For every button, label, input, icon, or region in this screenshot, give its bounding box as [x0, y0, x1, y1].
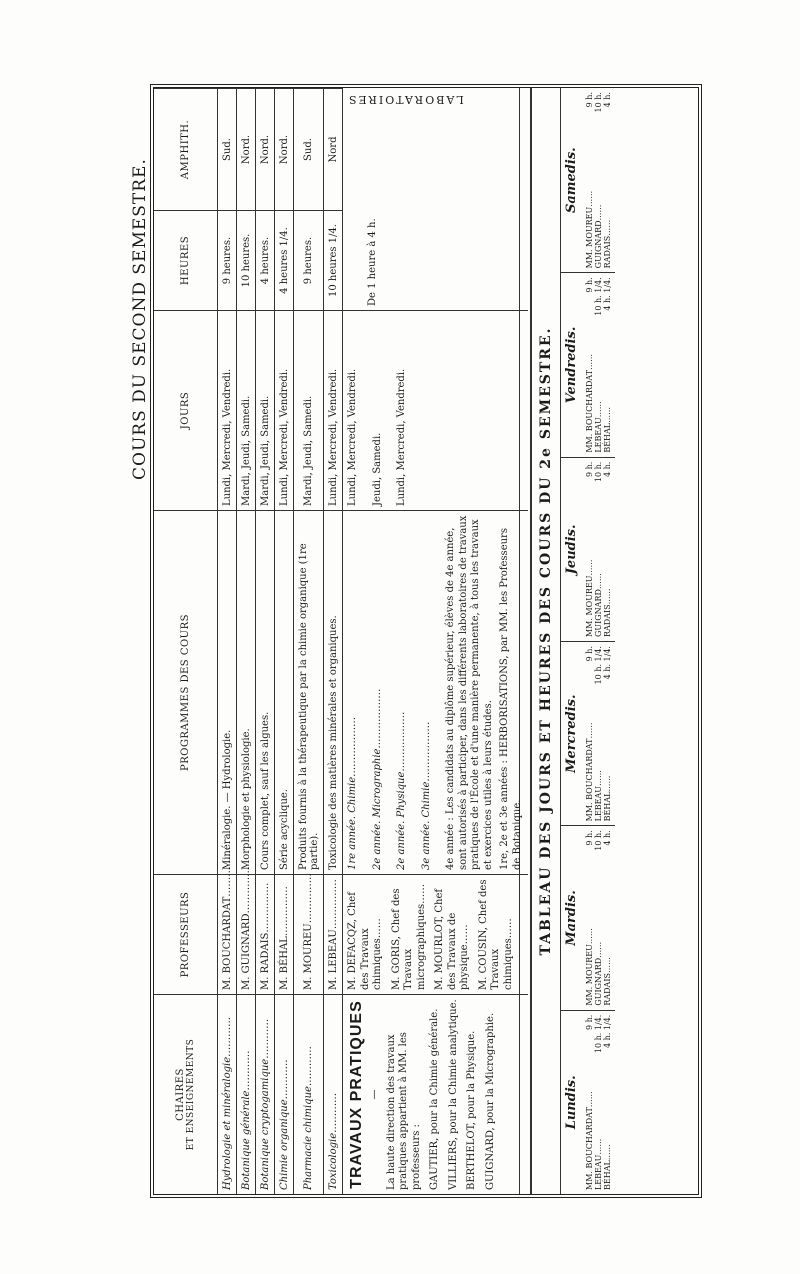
row-prof: M. RADAIS……………	[256, 874, 275, 994]
entry-who: MM. BOUCHARDAT……	[585, 353, 594, 453]
header-chaires	[154, 994, 218, 1194]
row-programme: Cours complet, sauf les algues.	[256, 510, 275, 874]
row-jours: Lundi, Mercredi, Vendredi.	[275, 310, 294, 510]
header-professeurs: PROFESSEURS	[154, 874, 218, 994]
laboratoires-label: LABORATOIRES	[347, 92, 464, 106]
schedule-entry	[585, 646, 594, 821]
rotated-content	[154, 88, 698, 1194]
tp-jours-line: Lundi, Mercredi, Vendredi.	[347, 368, 358, 506]
row-programme: Morphologie et physiologie.	[237, 510, 256, 874]
entry-hour: 10 h. 1/4.	[594, 646, 603, 685]
row-heures: 9 heures.	[294, 210, 324, 310]
entry-hour: 10 h. 1/4.	[594, 277, 603, 316]
header-chaires-label: CHAIRES	[175, 1068, 186, 1121]
row-chaire: Pharmacie chimique…………	[294, 994, 324, 1194]
entry-hour: 4 h. 1/4.	[603, 1014, 612, 1048]
day-name: Vendredis.	[564, 326, 579, 404]
entry-who: MM. BOUCHARDAT……	[585, 722, 594, 822]
entry-who: RADAIS……	[603, 219, 612, 269]
course-table	[154, 88, 343, 1194]
row-jours: Mardi, Jeudi, Samedi.	[237, 310, 256, 510]
header-enseignements-label: ET ENSEIGNEMENTS	[186, 1038, 196, 1151]
schedule-entry	[585, 830, 594, 1005]
schedule-entry	[603, 277, 612, 452]
entry-who: MM. BOUCHARDAT……	[585, 1091, 594, 1190]
day-column	[561, 825, 615, 1009]
travaux-jours-col	[343, 310, 528, 510]
row-chaire: Toxicologie…………	[324, 994, 343, 1194]
entry-hour: 9 h.	[585, 92, 594, 108]
day-name: Samedis.	[564, 147, 579, 214]
row-programme: Minéralogie. — Hydrologie.	[218, 510, 237, 874]
travaux-heures-col	[343, 88, 528, 310]
entry-hour: 9 h.	[585, 1014, 594, 1030]
entry-hour: 4 h.	[603, 461, 612, 477]
row-chaire: Botanique générale…………	[237, 994, 256, 1194]
travaux-chefs-col	[343, 874, 528, 994]
entry-who: GUIGNARD……	[594, 204, 603, 269]
director-line: GUIGNARD, pour la Micrographie.	[484, 1012, 496, 1190]
travaux-annees-col	[343, 510, 528, 874]
row-jours: Mardi, Jeudi, Samedi.	[294, 310, 324, 510]
header-heures: HEURES	[154, 210, 218, 310]
entry-who: LEBEAU……	[594, 769, 603, 822]
entry-who: RADAIS……	[603, 588, 612, 638]
header-programmes: PROGRAMMES DES COURS	[154, 510, 218, 874]
day-name: Jeudis.	[564, 524, 579, 575]
chef-line: M. COUSIN, Chef des Travaux chimiques……	[477, 879, 514, 990]
director-line: VILLIERS, pour la Chimie analytique.	[447, 999, 459, 1190]
schedule-entry	[585, 1015, 594, 1190]
chef-line: M. DEFACQZ, Chef des Travaux chimiques……	[347, 892, 383, 990]
row-heures: 10 heures.	[237, 210, 256, 310]
page-title: COURS DU SECOND SEMESTRE.	[130, 158, 150, 480]
entry-hour: 4 h. 1/4.	[603, 277, 612, 311]
schedule-entry	[603, 646, 612, 821]
row-heures: 9 heures.	[218, 210, 237, 310]
row-prof: M. LEBEAU……………	[324, 874, 343, 994]
entry-hour: 4 h.	[603, 92, 612, 108]
schedule-entry	[594, 830, 603, 1005]
row-amphi: Nord.	[256, 88, 275, 210]
row-prof: M. BOUCHARDAT……………	[218, 874, 237, 994]
day-name: Mardis.	[564, 890, 579, 946]
day-column	[561, 88, 615, 272]
row-heures: 10 heures 1/4.	[324, 210, 343, 310]
schedule-entry	[603, 462, 612, 637]
note-4e-annee: 4e année : Les candidats au diplôme supérieur, élèves de 4e année, sont autorisés à participer, dans les différents laboratoires de travaux pratiques de l'École et d'une manière permanente, à tous les travaux et exercices utiles à leurs études.	[445, 515, 494, 870]
schedule-entry	[594, 92, 603, 268]
day-name: Mercredis.	[564, 694, 579, 773]
row-heures: 4 heures 1/4.	[275, 210, 294, 310]
row-chaire: Chimie organique…………	[275, 994, 294, 1194]
schedule-entry	[585, 462, 594, 637]
tp-jours-line: Lundi, Mercredi, Vendredi.	[396, 368, 407, 506]
entry-hour: 10 h. 1/4.	[594, 1014, 603, 1054]
schedule-entry	[585, 277, 594, 452]
entry-hour: 9 h.	[585, 830, 594, 846]
entry-who: LEBEAU……	[594, 401, 603, 453]
row-jours: Lundi, Mercredi, Vendredi.	[324, 310, 343, 510]
row-programme: Toxicologie des matières minérales et organiques.	[324, 510, 343, 874]
entry-who: MM. MOUREU……	[585, 559, 594, 638]
row-prof: M. MOUREU……………	[294, 874, 324, 994]
travaux-title: TRAVAUX PRATIQUES	[348, 1000, 365, 1189]
row-programme: Série acyclique.	[275, 510, 294, 874]
day-column	[561, 272, 615, 456]
tableau-title: TABLEAU DES JOURS ET HEURES DES COURS DU 2e SEMESTRE.	[530, 88, 554, 1194]
row-amphi: Nord	[324, 88, 343, 210]
travaux-pratiques-section	[343, 88, 523, 1194]
chef-line: M. GORIS, Chef des Travaux micrographiques……	[390, 883, 427, 990]
entry-who: GUIGNARD……	[594, 573, 603, 638]
annee-line: 2e année. Physique………………	[396, 711, 407, 870]
row-heures: 4 heures.	[256, 210, 275, 310]
schedule-entry	[603, 1015, 612, 1190]
schedule-entry	[603, 92, 612, 268]
row-programme: Produits fournis à la thérapeutique par la chimie organique (1re partie).	[294, 510, 324, 874]
note-herborisations: 1re, 2e et 3e années : HERBORISATIONS, par MM. les Professeurs de Botanique.	[499, 528, 523, 870]
entry-hour: 10 h.	[594, 830, 603, 851]
entry-hour: 10 h.	[594, 92, 603, 113]
row-jours: Mardi, Jeudi, Samedi.	[256, 310, 275, 510]
entry-hour: 9 h.	[585, 646, 594, 662]
row-chaire: Botanique cryptogamique…………	[256, 994, 275, 1194]
tp-jours-line: Jeudi, Samedi.	[371, 432, 383, 506]
chef-line: M. MOURLOT, Chef des Travaux de physique……	[434, 888, 470, 990]
day-column	[561, 1010, 615, 1194]
entry-who: BÉHAL……	[603, 775, 612, 822]
header-amphi: AMPHITH.	[154, 88, 218, 210]
entry-who: RADAIS……	[603, 957, 612, 1006]
entry-hour: 4 h. 1/4.	[603, 646, 612, 680]
row-amphi: Nord.	[237, 88, 256, 210]
travaux-direction-col: TRAVAUX PRATIQUES — La haute direction des travaux pratiques appartient à MM. les professeurs : GAUTIER, pour la Chimie générale. VILLIERS, pour la Chimie analytique. BERTHELOT, pour la Physique. GUIGNARD, pour la Micrographie.	[343, 994, 528, 1194]
row-chaire: Hydrologie et minéralogie…………	[218, 994, 237, 1194]
entry-who: BÉHAL……	[603, 1144, 612, 1190]
row-prof: M. GUIGNARD……………	[237, 874, 256, 994]
entry-hour: 9 h.	[585, 461, 594, 477]
row-amphi: Sud.	[218, 88, 237, 210]
row-jours: Lundi, Mercredi, Vendredi.	[218, 310, 237, 510]
row-amphi: Nord.	[275, 88, 294, 210]
entry-who: LEBEAU……	[594, 1138, 603, 1190]
entry-hour: 9 h.	[585, 277, 594, 293]
entry-who: MM. MOUREU……	[585, 190, 594, 269]
director-line: GAUTIER, pour la Chimie générale.	[429, 1008, 440, 1190]
row-amphi: Sud.	[294, 88, 324, 210]
annee-line: 3e année. Chimie………………	[420, 721, 432, 870]
schedule-entry	[594, 1015, 603, 1190]
entry-hour: 4 h.	[603, 830, 612, 846]
course-table-frame	[150, 84, 702, 1198]
entry-who: MM. MOUREU……	[585, 928, 594, 1006]
day-column	[561, 457, 615, 641]
annee-line: 2e année. Micrographie………………	[371, 688, 383, 870]
travaux-direction: La haute direction des travaux pratiques appartient à MM. les professeurs :	[385, 1032, 422, 1190]
entry-who: GUIGNARD……	[594, 941, 603, 1006]
row-prof: M. BÉHAL……………	[275, 874, 294, 994]
entry-hour: 10 h.	[594, 461, 603, 483]
day-column	[561, 641, 615, 825]
schedule-entry	[594, 277, 603, 452]
schedule-entry	[594, 462, 603, 637]
day-name: Lundis.	[564, 1075, 579, 1130]
annee-line: 1re année. Chimie………………	[347, 716, 358, 870]
tp-heures: De 1 heure à 4 h.	[367, 218, 378, 306]
entry-who: BÉHAL……	[603, 406, 612, 453]
week-schedule	[560, 88, 615, 1194]
schedule-entry	[603, 830, 612, 1005]
header-jours: JOURS	[154, 310, 218, 510]
schedule-entry	[594, 646, 603, 821]
schedule-entry	[585, 92, 594, 268]
director-line: BERTHELOT, pour la Physique.	[466, 1030, 477, 1190]
